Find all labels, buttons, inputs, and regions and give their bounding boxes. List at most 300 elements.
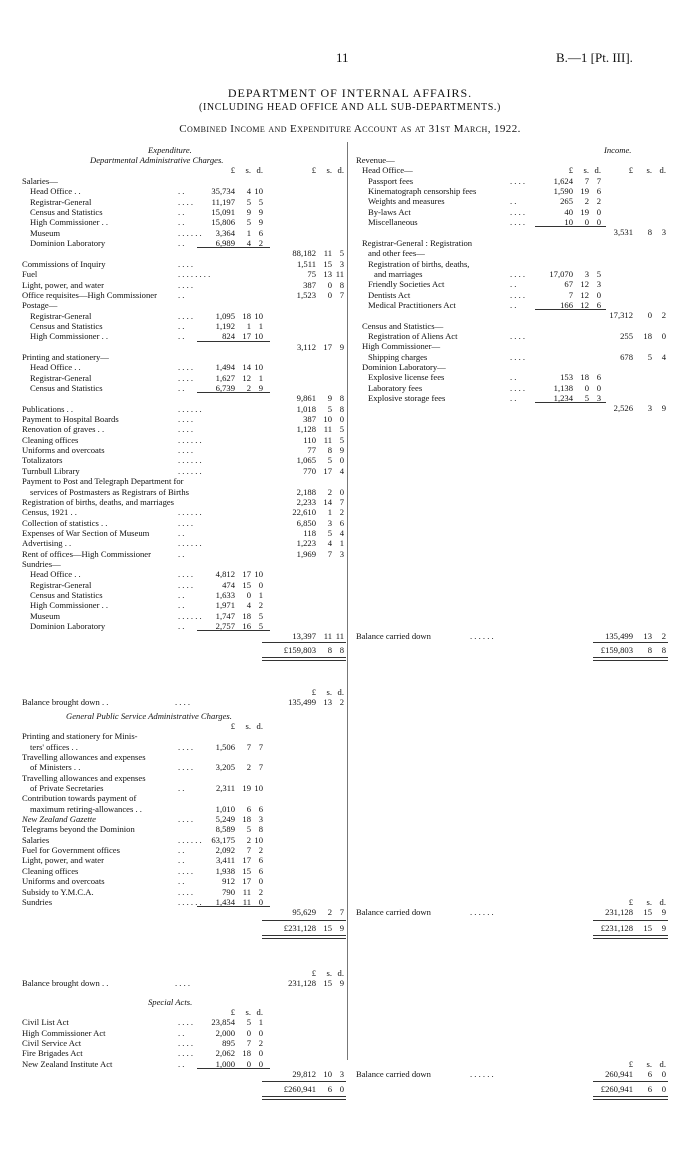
outer-amount-pounds: 2,188 <box>296 486 316 497</box>
section2-total-left-pence: 9 <box>339 922 344 933</box>
lsd-header-outer-shillings: s. <box>326 165 332 175</box>
inner-amount-pence: 10 <box>254 783 263 793</box>
leader-dots: . . . . <box>178 310 194 321</box>
line-item-label: Registrar-General <box>30 310 92 321</box>
inner-amount-shillings: 18 <box>242 1048 251 1059</box>
subtotal-rule <box>197 341 270 342</box>
inner-amount-pounds: 895 <box>222 1037 235 1048</box>
department-subtitle: (INCLUDING HEAD OFFICE AND ALL SUB-DEPARTMENTS.) <box>199 102 501 113</box>
balance-carried-amount-shillings: 15 <box>643 907 652 918</box>
lsd-header-outer-pounds: £ <box>311 967 316 978</box>
outer-amount-shillings: 5 <box>647 351 652 362</box>
inner-amount-pence: 0 <box>596 289 601 300</box>
lsd-header-outer-pence: d. <box>337 967 344 978</box>
outer-amount-pounds: 17,312 <box>609 310 633 321</box>
leader-dots: . . . . <box>178 762 194 773</box>
inner-amount-pounds: 912 <box>222 876 235 887</box>
inner-amount-pence: 2 <box>596 196 601 207</box>
leader-dots: . . <box>178 600 185 611</box>
inner-amount-shillings: 12 <box>580 279 589 290</box>
line-item-label: Civil List Act <box>22 1017 69 1028</box>
inner-amount-shillings: 18 <box>242 814 251 825</box>
outer-amount-pounds: 9,861 <box>296 393 316 404</box>
inner-amount-pounds: 1,192 <box>215 320 235 331</box>
leader-dots: . . . . . . <box>178 834 202 845</box>
inner-amount-shillings: 5 <box>246 196 251 207</box>
inner-amount-shillings: 5 <box>246 824 251 835</box>
lsd-header-inner-shillings: s. <box>583 165 589 175</box>
inner-amount-shillings: 2 <box>584 196 589 207</box>
inner-amount-pence: 10 <box>254 310 263 321</box>
section1-total-right-pence: 8 <box>661 644 666 655</box>
inner-amount-pence: 10 <box>254 331 263 342</box>
inner-amount-pounds: 1,747 <box>215 610 235 621</box>
outer-amount-pence: 9 <box>661 403 666 414</box>
outer-amount-pence: 0 <box>339 486 344 497</box>
inner-amount-shillings: 4 <box>246 186 251 197</box>
inner-amount-shillings: 4 <box>246 238 251 249</box>
inner-amount-pounds: 824 <box>222 331 235 342</box>
balance-carried-amount-pounds: 135,499 <box>605 631 633 642</box>
leader-dots: . . . . <box>175 977 191 988</box>
inner-amount-pounds: 1,971 <box>215 600 235 611</box>
inner-amount-shillings: 0 <box>246 1058 251 1069</box>
section3-total-right-pounds: £260,941 <box>600 1084 633 1095</box>
income-heading: Income. <box>604 145 632 155</box>
inner-amount-shillings: 5 <box>246 1017 251 1028</box>
inner-amount-shillings: 16 <box>242 621 251 632</box>
line-item-label: Registration of births, deaths, and marriages <box>22 496 175 507</box>
leader-dots: . . . . <box>178 886 194 897</box>
outer-amount-pence: 1 <box>339 538 344 549</box>
outer-amount-pounds: 1,511 <box>296 258 316 269</box>
line-item-label: Census and Statistics— <box>362 320 444 331</box>
inner-amount-shillings: 0 <box>584 217 589 228</box>
section2-total-left-shillings: 15 <box>323 922 332 933</box>
inner-amount-pounds: 1,234 <box>553 393 573 404</box>
section1-total-left-shillings: 8 <box>327 644 332 655</box>
outer-amount-pence: 7 <box>339 496 344 507</box>
lsd-header-outer-pounds: £ <box>311 165 316 175</box>
section3-total-left-pence: 0 <box>339 1084 344 1095</box>
inner-amount-pence: 2 <box>258 845 263 856</box>
line-item-label: Postage— <box>22 300 58 311</box>
lsd-header-inner-pence: d. <box>256 720 263 731</box>
line-item-label: Friendly Societies Act <box>368 279 445 290</box>
leader-dots: . . . . <box>178 865 194 876</box>
line-item-label: Civil Service Act <box>22 1037 82 1048</box>
leader-dots: . . <box>178 331 185 342</box>
inner-amount-pounds: 15,806 <box>211 217 235 228</box>
line-item-label: Laboratory fees <box>368 382 423 393</box>
leader-dots: . . . . . . <box>178 896 202 907</box>
leader-dots: . . <box>178 1027 185 1038</box>
outer-amount-shillings: 8 <box>327 445 332 456</box>
inner-amount-pence: 0 <box>258 1027 263 1038</box>
leader-dots: . . . . . . <box>178 610 202 621</box>
lsd-header-outer-pence: d. <box>659 1058 666 1069</box>
section3-total-left-pounds: £260,941 <box>283 1084 316 1095</box>
balance-carried-amount-pounds: 260,941 <box>605 1068 633 1079</box>
inner-amount-pence: 1 <box>258 320 263 331</box>
leader-dots: . . . . <box>175 697 191 708</box>
balance-brought-amount-pence: 2 <box>339 697 344 708</box>
inner-amount-pounds: 1,633 <box>215 590 235 600</box>
lsd-header-outer-pounds: £ <box>628 165 633 175</box>
leader-dots: . . <box>178 855 185 866</box>
inner-amount-pounds: 23,854 <box>211 1017 235 1028</box>
lsd-header-inner-pence: d. <box>594 165 601 175</box>
outer-amount-shillings: 11 <box>323 631 332 642</box>
outer-amount-pence: 0 <box>661 330 666 341</box>
outer-amount-shillings: 7 <box>327 548 332 559</box>
line-item-label: Collection of statistics . . <box>22 517 108 528</box>
leader-dots: . . . . . . <box>470 631 494 642</box>
total-double-rule <box>262 935 346 939</box>
line-item-label: of Ministers . . <box>30 762 81 773</box>
total-double-rule <box>593 1096 668 1100</box>
inner-amount-pounds: 1,590 <box>553 186 573 197</box>
inner-amount-pounds: 3,364 <box>215 227 235 238</box>
outer-amount-pence: 4 <box>339 527 344 538</box>
outer-amount-shillings: 11 <box>323 248 332 259</box>
inner-amount-shillings: 17 <box>242 331 251 342</box>
inner-amount-shillings: 2 <box>246 762 251 773</box>
total-double-rule <box>593 935 668 939</box>
inner-amount-shillings: 18 <box>580 372 589 383</box>
outer-amount-pence: 8 <box>339 393 344 404</box>
outer-amount-pounds: 2,526 <box>613 403 633 414</box>
balance-carried-down: Balance carried down <box>356 1068 431 1079</box>
leader-dots: . . <box>510 279 517 290</box>
lsd-header-outer-pounds: £ <box>628 896 633 907</box>
outer-amount-pounds: 13,397 <box>292 631 316 642</box>
lsd-header-outer-pounds: £ <box>628 1058 633 1069</box>
leader-dots: . . <box>178 238 185 249</box>
inner-amount-shillings: 2 <box>246 834 251 845</box>
line-item-label: Uniforms and overcoats <box>22 876 105 887</box>
line-item-label: Head Office . . <box>30 569 81 580</box>
inner-amount-shillings: 6 <box>246 803 251 814</box>
inner-amount-pence: 0 <box>258 579 263 590</box>
outer-amount-pounds: 770 <box>303 465 316 476</box>
inner-amount-pounds: 166 <box>560 299 573 310</box>
inner-amount-pounds: 2,000 <box>215 1027 235 1038</box>
inner-amount-shillings: 17 <box>242 876 251 887</box>
outer-amount-shillings: 0 <box>647 310 652 321</box>
leader-dots: . . . . <box>510 268 526 279</box>
balance-carried-amount-shillings: 6 <box>647 1068 652 1079</box>
inner-amount-pounds: 15,091 <box>211 207 235 218</box>
line-item-label: Census and Statistics <box>30 207 103 218</box>
leader-dots: . . <box>178 527 185 538</box>
leader-dots: . . . . <box>178 517 194 528</box>
leader-dots: . . <box>178 217 185 228</box>
subtotal-rule <box>197 247 270 248</box>
inner-amount-shillings: 11 <box>242 886 251 897</box>
subtotal-rule <box>197 392 270 393</box>
line-item-label: Travelling allowances and expenses <box>22 751 146 762</box>
inner-amount-pounds: 1,494 <box>215 362 235 373</box>
outer-amount-pounds: 1,128 <box>296 424 316 435</box>
leader-dots: . . . . . . <box>470 907 494 918</box>
outer-amount-pence: 5 <box>339 424 344 435</box>
section1-total-left-pence: 8 <box>339 644 344 655</box>
outer-amount-pence: 9 <box>339 445 344 456</box>
inner-amount-pounds: 265 <box>560 196 573 207</box>
line-item-label: High Commissioner . . <box>30 217 109 228</box>
line-item-label: Light, power, and water <box>22 855 104 866</box>
total-double-rule <box>262 1096 346 1100</box>
total-rule <box>262 1081 346 1082</box>
leader-dots: . . . . <box>178 579 194 590</box>
line-item-label: Head Office . . <box>30 362 81 373</box>
inner-amount-pence: 9 <box>258 217 263 228</box>
outer-amount-shillings: 4 <box>327 538 332 549</box>
leader-dots: . . <box>510 196 517 207</box>
inner-amount-pence: 6 <box>596 186 601 197</box>
inner-amount-pence: 3 <box>258 814 263 825</box>
inner-amount-pounds: 1,938 <box>215 865 235 876</box>
inner-amount-shillings: 7 <box>246 845 251 856</box>
lsd-header-outer-pence: d. <box>659 896 666 907</box>
leader-dots: . . <box>178 207 185 218</box>
outer-amount-pence: 8 <box>339 279 344 290</box>
outer-amount-shillings: 5 <box>327 527 332 538</box>
balance-brought-amount-pence: 9 <box>339 977 344 988</box>
leader-dots: . . . . . . <box>178 455 202 466</box>
inner-amount-shillings: 19 <box>580 186 589 197</box>
outer-amount-pence: 2 <box>339 507 344 518</box>
line-item-label: High Commissioner Act <box>22 1027 106 1038</box>
balance-brought-down: Balance brought down . . <box>22 977 109 988</box>
inner-amount-pence: 1 <box>258 372 263 383</box>
outer-amount-pounds: 118 <box>303 527 316 538</box>
line-item-label: By-laws Act <box>368 206 411 217</box>
inner-amount-pounds: 4,812 <box>215 569 235 580</box>
section2-total-right-pounds: £231,128 <box>600 922 633 933</box>
line-item-label: Printing and stationery for Minis- <box>22 731 138 742</box>
leader-dots: . . . . . . <box>178 434 202 445</box>
line-item-label: Fuel <box>22 269 38 280</box>
line-item-label: Fuel for Government offices <box>22 845 120 856</box>
inner-amount-pounds: 2,092 <box>215 845 235 856</box>
line-item-label: Registration of Aliens Act <box>368 330 458 341</box>
section1-total-right-pounds: £159,803 <box>600 644 633 655</box>
outer-amount-pounds: 1,065 <box>296 455 316 466</box>
inner-amount-pounds: 3,205 <box>215 762 235 773</box>
inner-amount-pence: 0 <box>258 1048 263 1059</box>
line-item-label: High Commissioner— <box>362 341 441 352</box>
balance-carried-amount-pounds: 231,128 <box>605 907 633 918</box>
inner-amount-pounds: 3,411 <box>215 855 235 866</box>
inner-amount-pence: 2 <box>258 886 263 897</box>
line-item-label: High Commissioner . . <box>30 600 109 611</box>
leader-dots: . . . . <box>510 382 526 393</box>
inner-amount-pounds: 790 <box>222 886 235 897</box>
inner-amount-shillings: 15 <box>242 579 251 590</box>
lsd-header-inner-pounds: £ <box>568 165 573 175</box>
inner-amount-pence: 0 <box>258 876 263 887</box>
outer-amount-shillings: 3 <box>647 403 652 414</box>
total-double-rule <box>262 657 346 661</box>
subtotal-rule <box>197 630 270 631</box>
outer-amount-pounds: 110 <box>303 434 316 445</box>
line-item-label: Contribution towards payment of <box>22 793 137 804</box>
inner-amount-shillings: 9 <box>246 207 251 218</box>
inner-amount-pence: 2 <box>258 238 263 249</box>
leader-dots: . . . . <box>510 330 526 341</box>
general-public-service-heading: General Public Service Administrative Charges. <box>66 710 232 721</box>
outer-amount-pence: 8 <box>339 403 344 414</box>
inner-amount-shillings: 18 <box>242 610 251 621</box>
inner-amount-pounds: 67 <box>564 279 573 290</box>
inner-amount-pence: 6 <box>596 372 601 383</box>
inner-amount-pounds: 7 <box>568 289 573 300</box>
inner-amount-pounds: 2,311 <box>215 783 235 793</box>
inner-amount-shillings: 11 <box>242 896 251 907</box>
outer-amount-shillings: 1 <box>327 507 332 518</box>
lsd-header-outer-shillings: s. <box>326 967 332 978</box>
leader-dots: . . . . <box>178 741 194 752</box>
line-item-label: services of Postmasters as Registrars of Births <box>30 486 189 497</box>
inner-amount-pounds: 1,624 <box>553 175 573 186</box>
outer-amount-shillings: 8 <box>647 227 652 238</box>
section2-total-left-pounds: £231,128 <box>283 922 316 933</box>
lsd-header-outer-shillings: s. <box>326 686 332 697</box>
leader-dots: . . . . <box>178 1017 194 1028</box>
outer-amount-pounds: 3,531 <box>613 227 633 238</box>
outer-amount-shillings: 18 <box>643 330 652 341</box>
subtotal-rule <box>197 906 270 907</box>
inner-amount-shillings: 12 <box>580 289 589 300</box>
leader-dots: . . . . <box>178 196 194 207</box>
line-item-label: Dominion Laboratory <box>30 621 106 632</box>
inner-amount-pounds: 1,434 <box>215 896 235 907</box>
leader-dots: . . <box>178 289 185 300</box>
inner-amount-shillings: 7 <box>246 1037 251 1048</box>
inner-amount-pounds: 8,589 <box>215 824 235 835</box>
line-item-label: Renovation of graves . . <box>22 424 105 435</box>
outer-amount-shillings: 11 <box>323 434 332 445</box>
inner-amount-pence: 3 <box>596 279 601 290</box>
leader-dots: . . <box>178 383 185 393</box>
inner-amount-pounds: 17,070 <box>549 268 573 279</box>
inner-amount-pounds: 10 <box>564 217 573 228</box>
inner-amount-pence: 1 <box>258 1017 263 1028</box>
balance-carried-amount-pence: 2 <box>661 631 666 642</box>
lsd-header-inner-shillings: s. <box>245 165 251 175</box>
lsd-header-inner-pence: d. <box>256 165 263 175</box>
outer-amount-shillings: 11 <box>323 424 332 435</box>
line-item-label: Cleaning offices <box>22 434 79 445</box>
inner-amount-shillings: 1 <box>246 227 251 238</box>
leader-dots: . . . . . . <box>178 538 202 549</box>
inner-amount-pounds: 474 <box>222 579 235 590</box>
outer-amount-shillings: 17 <box>323 341 332 352</box>
line-item-label: and other fees— <box>368 248 425 259</box>
inner-amount-shillings: 2 <box>246 383 251 393</box>
leader-dots: . . . . <box>510 351 526 362</box>
total-rule <box>262 920 346 921</box>
line-item-label: and marriages <box>374 268 423 279</box>
inner-amount-shillings: 0 <box>246 1027 251 1038</box>
leader-dots: . . . . <box>178 279 194 290</box>
outer-amount-shillings: 5 <box>327 455 332 466</box>
outer-amount-pence: 5 <box>339 248 344 259</box>
inner-amount-pence: 5 <box>258 610 263 621</box>
leader-dots: . . <box>178 590 185 600</box>
line-item-label: Revenue— <box>356 155 395 165</box>
inner-amount-pence: 7 <box>258 762 263 773</box>
outer-amount-pence: 4 <box>661 351 666 362</box>
line-item-label: Commissions of Inquiry <box>22 258 106 269</box>
total-rule <box>593 920 668 921</box>
inner-amount-pence: 7 <box>258 741 263 752</box>
department-title: DEPARTMENT OF INTERNAL AFFAIRS. <box>227 86 473 100</box>
line-item-label: Kinematograph censorship fees <box>368 186 477 197</box>
inner-amount-shillings: 17 <box>242 855 251 866</box>
outer-amount-pounds: 1,523 <box>296 289 316 300</box>
outer-amount-pounds: 1,018 <box>296 403 316 414</box>
outer-amount-pounds: 1,223 <box>296 538 316 549</box>
line-item-label: Turnbull Library <box>22 465 80 476</box>
outer-amount-pence: 5 <box>339 434 344 445</box>
line-item-label: Museum <box>30 610 61 621</box>
outer-amount-pounds: 88,182 <box>292 248 316 259</box>
inner-amount-shillings: 1 <box>246 320 251 331</box>
inner-amount-pence: 8 <box>258 824 263 835</box>
inner-amount-shillings: 4 <box>246 600 251 611</box>
balance-brought-amount-pounds: 135,499 <box>288 697 316 708</box>
outer-amount-shillings: 2 <box>327 907 332 918</box>
balance-brought-amount-shillings: 13 <box>323 697 332 708</box>
line-item-label: Registrar-General <box>30 372 92 383</box>
outer-amount-pounds: 6,850 <box>296 517 316 528</box>
inner-amount-shillings: 14 <box>242 362 251 373</box>
inner-amount-shillings: 18 <box>242 310 251 321</box>
leader-dots: . . . . <box>510 289 526 300</box>
line-item-label: Subsidy to Y.M.C.A. <box>22 886 94 897</box>
outer-amount-pounds: 3,112 <box>296 341 316 352</box>
inner-amount-pence: 6 <box>258 803 263 814</box>
inner-amount-pence: 5 <box>258 621 263 632</box>
leader-dots: . . . . <box>178 424 194 435</box>
line-item-label: Travelling allowances and expenses <box>22 772 146 783</box>
line-item-label: Telegrams beyond the Dominion <box>22 824 135 835</box>
section2-total-right-shillings: 15 <box>643 922 652 933</box>
inner-amount-pence: 0 <box>596 382 601 393</box>
line-item-label: Rent of offices—High Commissioner <box>22 548 151 559</box>
inner-amount-shillings: 19 <box>580 206 589 217</box>
outer-amount-pounds: 22,610 <box>292 507 316 518</box>
section1-total-left-pounds: £159,803 <box>283 644 316 655</box>
line-item-label: Head Office— <box>362 165 413 176</box>
outer-amount-pence: 11 <box>335 631 344 642</box>
inner-amount-pence: 2 <box>258 600 263 611</box>
balance-brought-amount-shillings: 15 <box>323 977 332 988</box>
outer-amount-shillings: 13 <box>323 269 332 280</box>
inner-amount-pence: 5 <box>258 196 263 207</box>
line-item-label: New Zealand Institute Act <box>22 1058 113 1069</box>
leader-dots: . . . . <box>178 1048 194 1059</box>
outer-amount-shillings: 2 <box>327 486 332 497</box>
lsd-header-inner-pounds: £ <box>230 165 235 175</box>
outer-amount-pounds: 678 <box>620 351 633 362</box>
inner-amount-pence: 9 <box>258 383 263 393</box>
line-item-label: Census, 1921 . . <box>22 507 77 518</box>
inner-amount-shillings: 17 <box>242 569 251 580</box>
